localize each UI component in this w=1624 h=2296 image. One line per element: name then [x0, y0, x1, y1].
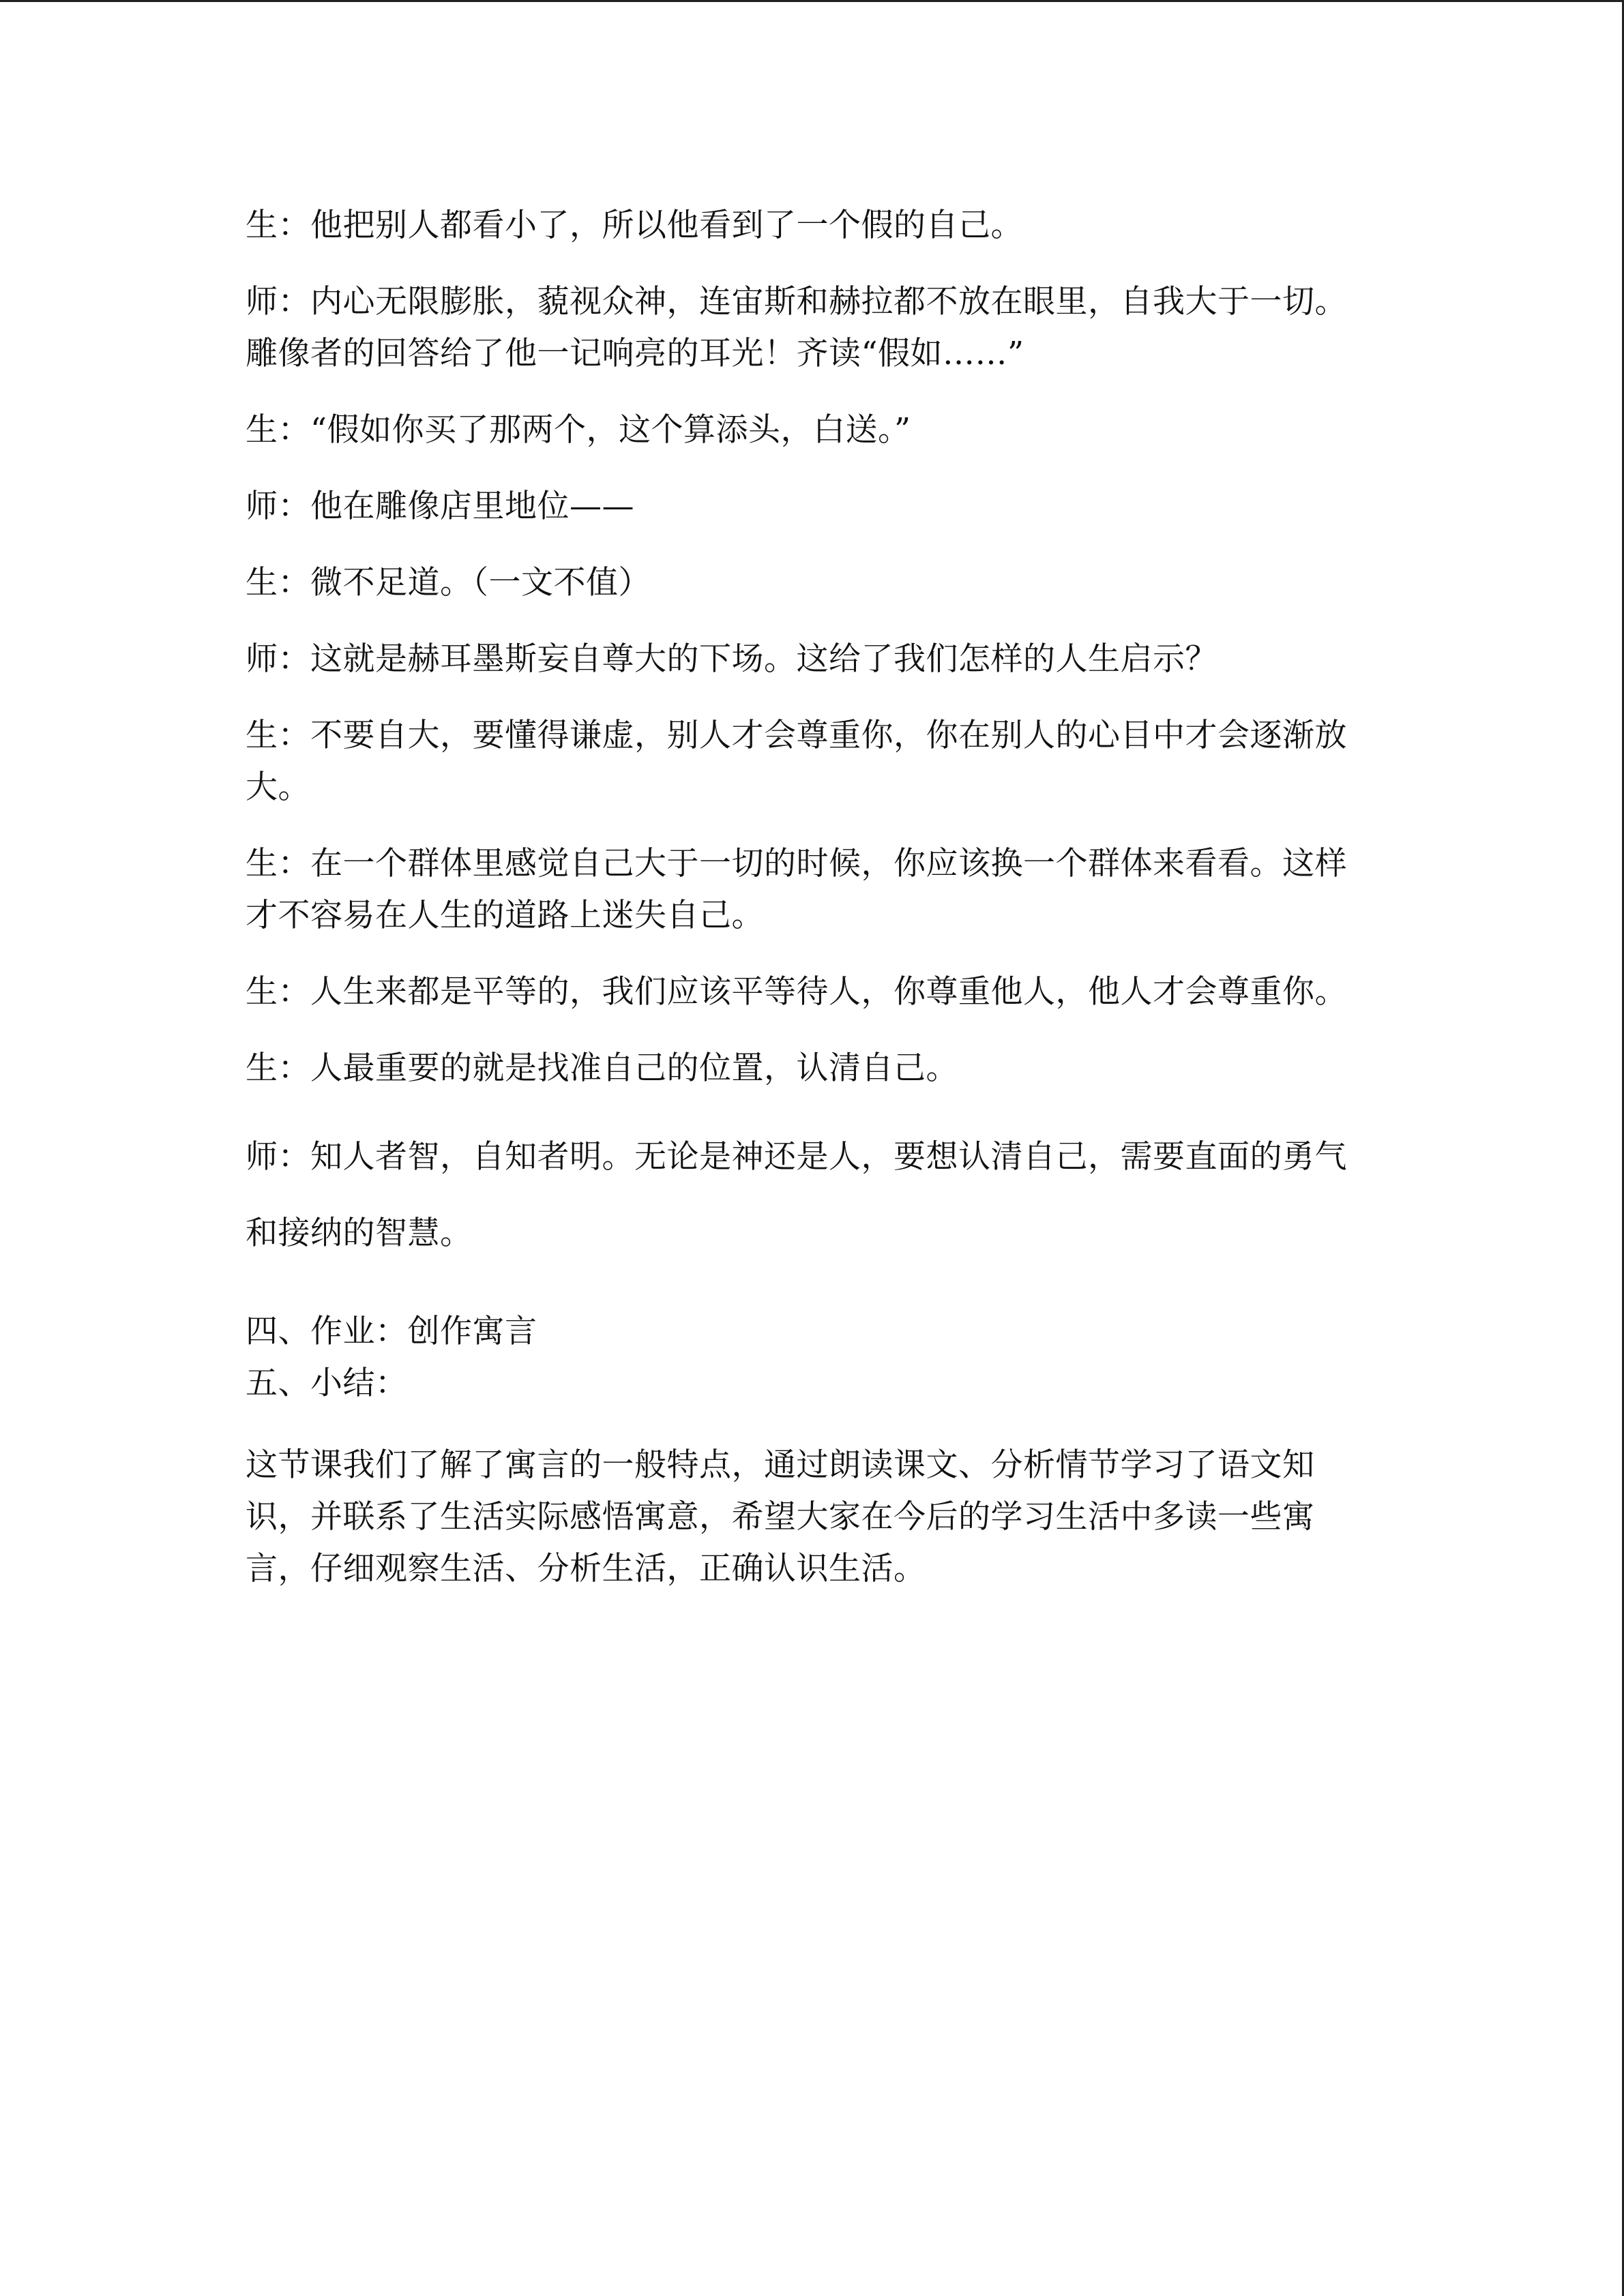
teacher-conclusion-paragraph: 师：知人者智，自知者明。无论是神还是人，要想认清自己，需要直面的勇气和接纳的智慧。 — [246, 1138, 1347, 1252]
dialogue-paragraph: 生：在一个群体里感觉自己大于一切的时候，你应该换一个群体来看看。这样才不容易在人生的道路上迷失自己。 — [246, 845, 1347, 934]
dialogue-paragraph: 生：“假如你买了那两个，这个算添头，白送。” — [246, 411, 911, 449]
dialogue-paragraph: 师：他在雕像店里地位—— — [246, 488, 634, 525]
dialogue-paragraph: 生：人最重要的就是找准自己的位置，认清自己。 — [246, 1049, 958, 1087]
dialogue-paragraph: 生：微不足道。（一文不值） — [246, 564, 651, 601]
dialogue-paragraph: 师：这就是赫耳墨斯妄自尊大的下场。这给了我们怎样的人生启示？ — [246, 640, 1217, 678]
homework-heading: 四、作业：创作寓言 — [246, 1313, 537, 1350]
dialogue-paragraph: 师：内心无限膨胀，藐视众神，连宙斯和赫拉都不放在眼里，自我大于一切。雕像者的回答给了他一记响亮的耳光！齐读“假如……” — [246, 283, 1347, 372]
summary-paragraph: 这节课我们了解了寓言的一般特点，通过朗读课文、分析情节学习了语文知识，并联系了生活实际感悟寓意，希望大家在今后的学习生活中多读一些寓言，仔细观察生活、分析生活，正确认识生活。 — [246, 1446, 1315, 1587]
page-body — [246, 200, 1364, 1620]
dialogue-paragraph: 生：人生来都是平等的，我们应该平等待人，你尊重他人，他人才会尊重你。 — [246, 973, 1347, 1011]
dialogue-paragraph: 生：不要自大，要懂得谦虚，别人才会尊重你，你在别人的心目中才会逐渐放大。 — [246, 717, 1347, 806]
summary-heading: 五、小结： — [246, 1365, 408, 1402]
dialogue-paragraph: 生：他把别人都看小了，所以他看到了一个假的自己。 — [246, 207, 1023, 244]
